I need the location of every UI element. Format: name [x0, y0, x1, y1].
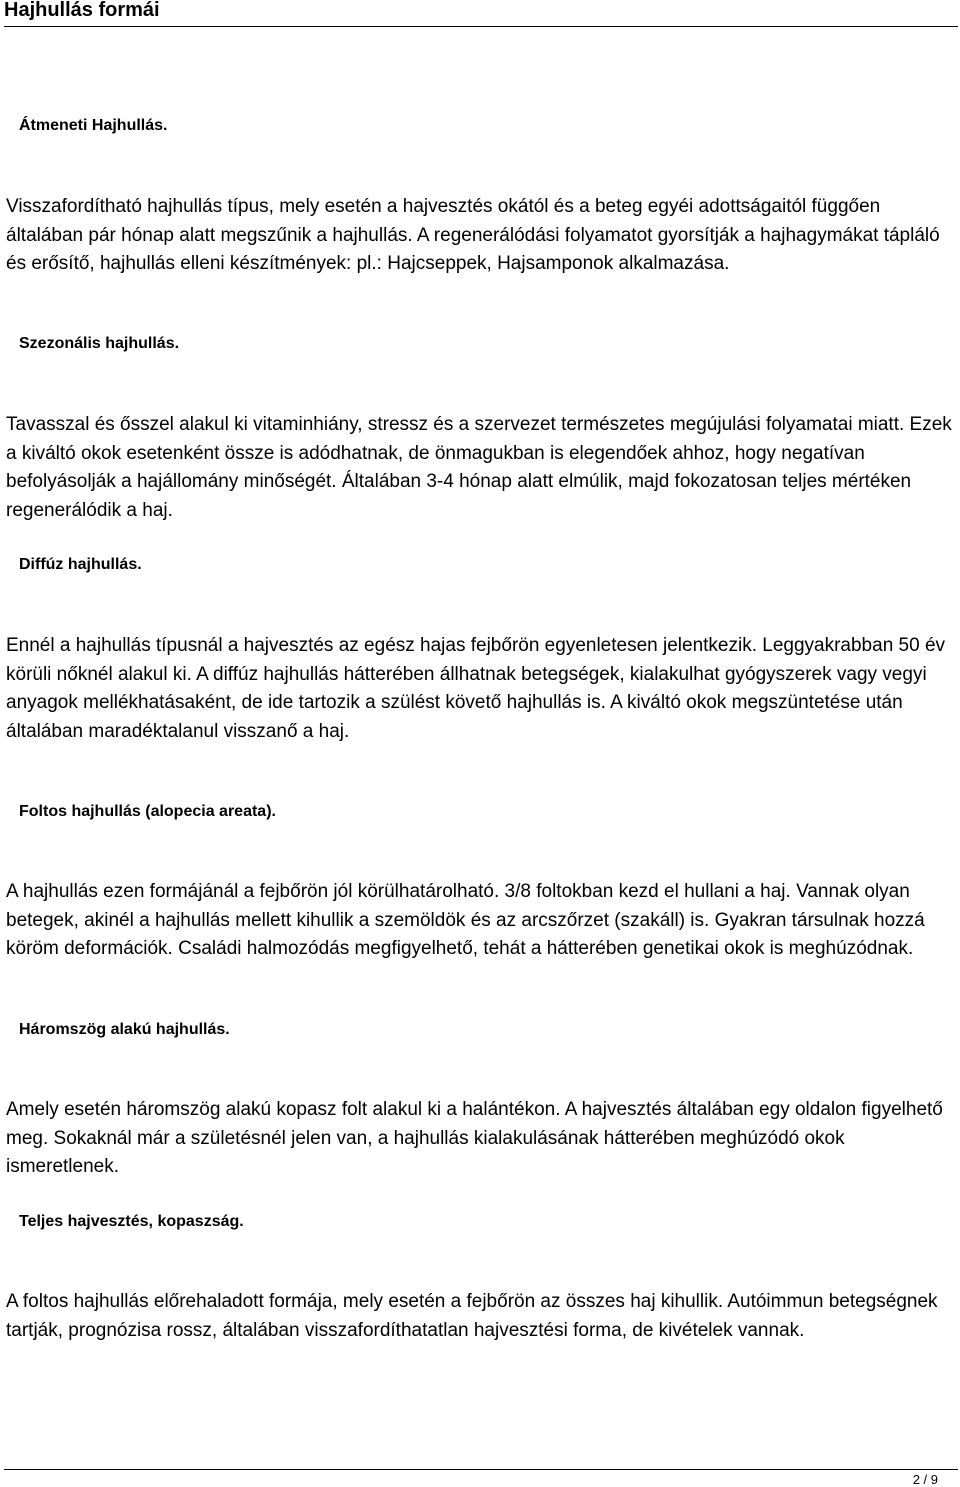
section-heading-haromszog: Háromszög alakú hajhullás. — [19, 1021, 230, 1038]
section-heading-teljes: Teljes hajvesztés, kopaszság. — [19, 1213, 244, 1230]
title-divider — [4, 26, 958, 27]
section-heading-diffuz: Diffúz hajhullás. — [19, 556, 142, 573]
section-text-haromszog: Amely esetén háromszög alakú kopasz folt alakul ki a halántékon. A hajvesztés általában egy oldalon figyelhető meg. Sokaknál már a születésnél jelen van, a hajhullás kialakulásának hátterében meghúzódó okok ismeretlenek. — [6, 1099, 943, 1178]
page-title: Hajhullás formái — [4, 0, 160, 21]
section-text-szezonalis: Tavasszal és ősszel alakul ki vitaminhiány, stressz és a szervezet természetes megújulási folyamatai miatt. Ezek a kiváltó okok esetenként össze is adódhatnak, de önmagukban is elegendőek ahhoz, hogy negatívan befolyásolják a hajállomány minőségét. Általában 3-4 hónap alatt elmúlik, majd fokozatosan teljes mértéken regenerálódik a haj. — [6, 414, 952, 521]
footer-divider — [4, 1469, 958, 1470]
section-text-foltos: A hajhullás ezen formájánál a fejbőrön jól körülhatárolható. 3/8 foltokban kezd el hullani a haj. Vannak olyan betegek, akinél a hajhullás mellett kihullik a szemöldök és az arcszőrzet (szakáll) is. Gyakran társulnak hozzá köröm deformációk. Családi halmozódás megfigyelhető, tehát a hátterében genetikai okok is meghúzódnak. — [6, 881, 925, 960]
section-text-diffuz: Ennél a hajhullás típusnál a hajvesztés az egész hajas fejbőrön egyenletesen jelentkezik. Leggyakrabban 50 év körüli nőknél alakul ki. A diffúz hajhullás hátterében állhatnak betegségek, kialakulhat gyógyszerek vagy vegyi anyagok mellékhatásaként, de ide tartozik a szülést követő hajhullás is. A kiváltó okok megszüntetése után általában maradéktalanul visszanő a haj. — [6, 635, 946, 742]
section-heading-foltos: Foltos hajhullás (alopecia areata). — [19, 803, 276, 820]
section-heading-szezonalis: Szezonális hajhullás. — [19, 335, 180, 352]
section-text-teljes: A foltos hajhullás előrehaladott formája, mely esetén a fejbőrön az összes haj kihullik. Autóimmun betegségnek tartják, prognózisa rossz, általában visszafordíthatatlan hajvesztési forma, de kivételek vannak. — [6, 1291, 938, 1341]
page-number: 2 / 9 — [912, 1472, 938, 1487]
section-text-atmeneti: Visszafordítható hajhullás típus, mely esetén a hajvesztés okától és a beteg egyéi adottságaitól függően általában pár hónap alatt megszűnik a hajhullás. A regenerálódási folyamatot gyorsítják a hajhagymákat tápláló és erősítő, hajhullás elleni készítmények: pl.: Hajcseppek, Hajsamponok alkalmazása. — [6, 196, 940, 275]
section-heading-atmeneti: Átmeneti Hajhullás. — [19, 117, 168, 134]
